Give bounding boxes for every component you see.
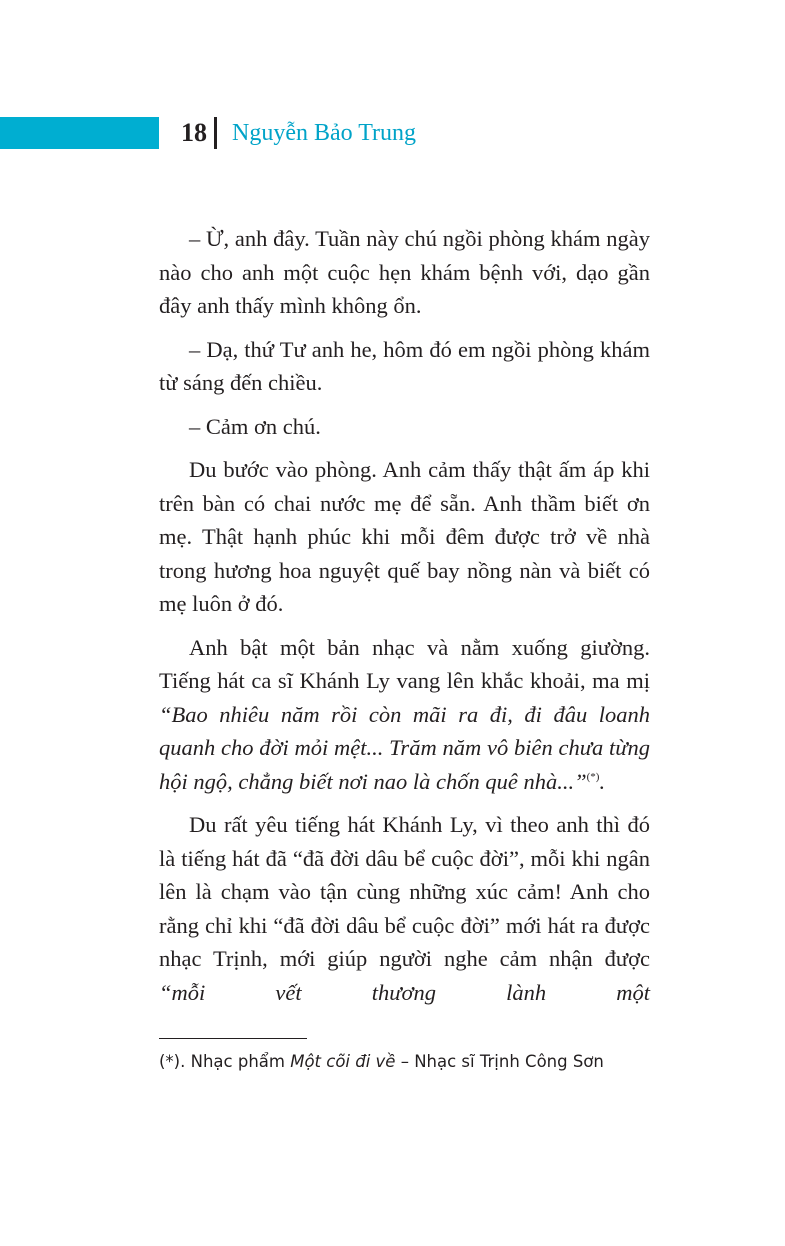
footnote-marker: (*): [586, 770, 600, 783]
paragraph-text: Du rất yêu tiếng hát Khánh Ly, vì theo anh thì đó là tiếng hát đã “đã đời dâu bể cuộc đời”, mỗi khi ngân lên là chạm vào tận cùng những xúc cảm! Anh cho rằng chỉ khi “đã đời dâu bể cuộc đời” mới hát ra được nhạc Trịnh, mới giúp người nghe cảm nhận được: [159, 812, 650, 971]
paragraph-2: [159, 333, 650, 400]
header-separator: [214, 117, 217, 149]
footnote-suffix: – Nhạc sĩ Trịnh Công Sơn: [395, 1052, 604, 1071]
footnote-rule: [159, 1038, 307, 1039]
header-accent-bar: [0, 117, 159, 149]
paragraph-text: Du bước vào phòng. Anh cảm thấy thật ấm áp khi trên bàn có chai nước mẹ để sẵn. Anh thầm biết ơn mẹ. Thật hạnh phúc khi mỗi đêm được trở về nhà trong hương hoa nguyệt quế bay nồng nàn và biết có mẹ luôn ở đó.: [159, 457, 650, 616]
paragraph-text: – Cảm ơn chú.: [189, 413, 321, 439]
paragraph-text: Anh bật một bản nhạc và nằm xuống giường. Tiếng hát ca sĩ Khánh Ly vang lên khắc khoải, ma mị: [159, 634, 650, 693]
page-number: 18: [181, 118, 207, 147]
quote-end: .: [599, 768, 606, 794]
paragraph-text: – Dạ, thứ Tư anh he, hôm đó em ngồi phòng khám từ sáng đến chiều.: [159, 336, 650, 395]
paragraph-4: [159, 453, 650, 621]
footnote: [159, 1050, 604, 1074]
footnote-prefix: (*). Nhạc phẩm: [159, 1052, 291, 1071]
paragraph-5: [159, 631, 650, 799]
paragraph-6: [159, 808, 650, 1009]
footnote-song-title: Một cõi đi về: [290, 1052, 396, 1071]
paragraph-3: [159, 410, 650, 444]
song-lyric-quote: “mỗi vết thương lành một: [159, 979, 650, 1005]
paragraph-text: – Ừ, anh đây. Tuần này chú ngồi phòng khám ngày nào cho anh một cuộc hẹn khám bệnh với, dạo gần đây anh thấy mình không ổn.: [159, 226, 650, 318]
paragraph-1: [159, 222, 650, 323]
body-text: [159, 222, 650, 1019]
book-author: Nguyễn Bảo Trung: [232, 120, 417, 146]
song-lyric-quote: “Bao nhiêu năm rồi còn mãi ra đi, đi đâu loanh quanh cho đời mỏi mệt... Trăm năm vô biên chưa từng hội ngộ, chẳng biết nơi nao là chốn quê nhà...”: [159, 701, 650, 794]
